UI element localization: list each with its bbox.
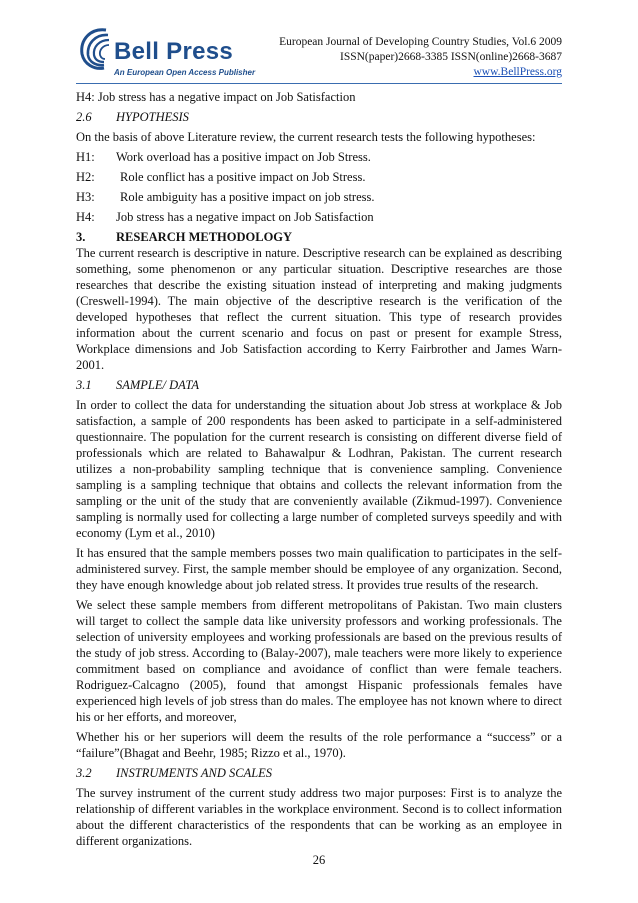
- logo-tagline: An European Open Access Publisher: [114, 68, 256, 77]
- instruments-paragraph: The survey instrument of the current study address two major purposes: First is to analyze the relationship of different variables in the workplace environment. Second is to collect information about the different characteristics of the respondents that can be working as an employee in different organizations.: [76, 786, 562, 848]
- journal-issn: ISSN(paper)2668-3385 ISSN(online)2668-3687: [340, 51, 562, 63]
- hypothesis-text: Role ambiguity has a positive impact on job stress.: [120, 190, 375, 204]
- section-number: 2.6: [76, 110, 92, 124]
- page-number: 26: [312, 853, 326, 867]
- journal-url-link[interactable]: www.BellPress.org: [473, 66, 562, 78]
- section-3-1-heading: [76, 377, 562, 393]
- journal-citation: European Journal of Developing Country Studies, Vol.6 2009: [279, 36, 562, 48]
- hypothesis-h2: [76, 169, 562, 185]
- hypothesis-h1: [76, 149, 562, 165]
- section-2-6-heading: [76, 109, 562, 125]
- hypothesis-text: Work overload has a positive impact on Job Stress.: [116, 150, 371, 164]
- section-title: HYPOTHESIS: [116, 110, 189, 124]
- bell-press-logo: [76, 24, 256, 82]
- sample-paragraph-3: We select these sample members from different metropolitans of Pakistan. Two main clusters will target to collect the sample data like university professors and working professionals. The selection of university employees and working professionals are based on the previous results of the study of job stress. According to (Balay-2007), male teachers were more likely to experience commitment based on compliance and avoidance of conflict than were female teachers. Rodriguez-Calcagno (2005), found that amongst Hispanic professionals females have experienced high levels of job stress than do males. The employee has not known where to direct his or her efforts, and moreover,: [76, 598, 562, 724]
- hypothesis-text: Role conflict has a positive impact on Job Stress.: [120, 170, 366, 184]
- section-number: 3.2: [76, 766, 92, 780]
- section-3-2-heading: [76, 765, 562, 781]
- hypothesis-label: H2:: [76, 170, 95, 184]
- hypothesis-label: H1:: [76, 150, 95, 164]
- hypothesis-label: H3:: [76, 190, 95, 204]
- sample-paragraph-2: It has ensured that the sample members posses two main qualification to participates in the self-administered survey. First, the sample member should be employee of any organization. Second, they have enough knowledge about job related stress. It provides true results of the research.: [76, 546, 562, 592]
- header-divider: [76, 83, 562, 84]
- hypothesis-h4-intro: H4: Job stress has a negative impact on Job Satisfaction: [76, 90, 356, 104]
- logo-name: Bell Press: [114, 38, 234, 65]
- bell-press-swirl-icon: [76, 24, 116, 72]
- hypothesis-h4: [76, 209, 562, 225]
- journal-header: [279, 35, 562, 80]
- methodology-paragraph: The current research is descriptive in nature. Descriptive research can be explained as describing something, some phenomenon or any particular situation. Descriptive researches are those researches that describe the existing situation instead of interpreting and making judgments (Creswell-1994). The main objective of the descriptive research is the verification of the developed hypotheses that reflect the current situation. This type of research provides information about the current scenario and focus on past or present for example Stress, Workplace dimensions and Job Satisfaction according to Kerry Fairbrother and James Warn-2001.: [76, 246, 562, 372]
- section-title: INSTRUMENTS AND SCALES: [116, 766, 273, 780]
- hypothesis-label: H4:: [76, 210, 95, 224]
- section-title: RESEARCH METHODOLOGY: [116, 230, 293, 244]
- sample-paragraph-4: Whether his or her superiors will deem the results of the role performance a “success” or a “failure”(Bhagat and Beehr, 1985; Rizzo et al., 1970).: [76, 730, 562, 760]
- hypothesis-h3: [76, 189, 562, 205]
- section-title: SAMPLE/ DATA: [116, 378, 199, 392]
- hypotheses-intro: On the basis of above Literature review, the current research tests the following hypotheses:: [76, 130, 536, 144]
- section-3-heading: [76, 229, 562, 245]
- section-number: 3.1: [76, 378, 92, 392]
- sample-paragraph-1: In order to collect the data for understanding the situation about Job stress at workplace & Job satisfaction, a sample of 200 respondents has been asked to participate in a self-administered questionnaire. The population for the current research is consisting on different diverse field of professionals which are related to Bahawalpur & Lodhran, Pakistan. The current research utilizes a non-probability sampling technique that is convenience sampling. Convenience sampling is a sampling technique that obtains and collects the relevant information from the sampling or the unit of the study that are conveniently available (Zikmud-1997). Convenience sampling is normally used for collecting a large number of completed surveys speedily and with economy (Lym et al., 2010): [76, 398, 562, 540]
- section-number: 3.: [76, 230, 86, 244]
- article-body: [76, 89, 562, 849]
- hypothesis-text: Job stress has a negative impact on Job Satisfaction: [116, 210, 374, 224]
